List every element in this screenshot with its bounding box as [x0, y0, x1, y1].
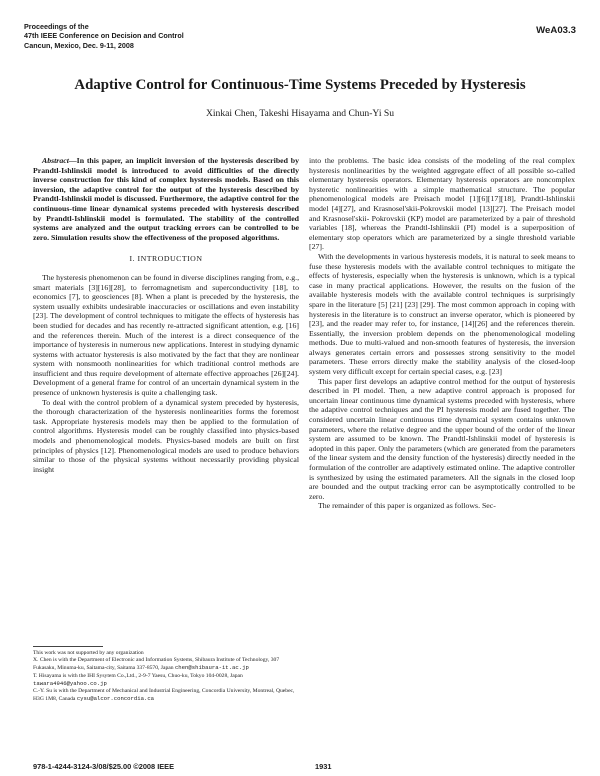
left-column [33, 156, 299, 474]
section-heading: I. INTRODUCTION [129, 254, 203, 264]
footnote-chen [33, 657, 299, 672]
conference-location: Cancun, Mexico, Dec. 9-11, 2008 [24, 40, 134, 50]
session-code: WeA03.3 [536, 25, 576, 36]
proceedings-header [24, 22, 184, 50]
paragraph: The remainder of this paper is organized as follows. Sec- [318, 501, 496, 511]
proceedings-line: Proceedings of the [24, 22, 89, 31]
footnotes [33, 646, 299, 703]
footnote-support: This work was not supported by any organization [33, 650, 144, 656]
paper-title: Adaptive Control for Continuous-Time Systems Preceded by Hysteresis [74, 77, 526, 93]
footnote-su [33, 688, 299, 703]
paragraph: This paper first develops an adaptive control method for the output of hysteresis described in PI model. Then, a new adaptive control approach is proposed for uncertain linear continuous time dynamical systems preceded with hysteresis, where the adaptive control techniques and the PI hysteresis model are fused together. The considered uncertain linear continuous time dynamical system contains unknown parameters, where the relative degree and the upper bound of the order of the linear system are assumed to be known. The Prandtl-Ishlinskii model of hysteresis is adopted in this paper. Only the parameters (which are generated from the parameters of the linear system and the density function of the hysteresis) directly needed in the formulation of the controller are adaptively estimated online. The adaptive controller is synthesized by using the estimated parameters. All the signals in the closed loop are bounded and the output tracking error can be asymptotically controlled to be zero. [309, 376, 575, 501]
paragraph: With the developments in various hysteresis models, it is natural to seek means to fuse these hysteresis models with the available control techniques to mitigate the effects of hysteresis, especially when the hysteresis is unknown, which is a typical case in many practical applications. However, the results on the fusion of the available hysteresis models with the available control techniques is surprisingly spare in the literature [5] [21] [23] [29]. The most common approach in coping with hysteresis in the literature is to construct an inverse operator, which is pioneered by [23], and the reader may refer to, for instance, [14][26] and the references therein. Essentially, the inversion problem depends on the phenomenological modeling methods. Due to multi-valued and non-smooth features of hysteresis, the inversion always generates certain errors and possesses strong sensitivity to the model parameters. These errors directly make the stability analysis of the closed-loop system very difficult except for certain special cases, e.g. [23] [309, 251, 575, 377]
author-list: Xinkai Chen, Takeshi Hisayama and Chun-Yi Su [205, 108, 395, 119]
abstract-label: Abstract— [42, 156, 77, 165]
footnote-rule [33, 646, 103, 647]
abstract [33, 156, 299, 242]
footnote-su-text: C.-Y. Su is with the Department of Mechanical and Industrial Engineering, Concordia University, Montreal, Quebec, H3G 1M8, Canada [33, 688, 295, 703]
footnote-chen-email: chen@shibaura-it.ac.jp [174, 664, 249, 672]
paragraph: To deal with the control problem of a dynamical system preceded by hysteresis, the thorough characterization of the hysteresis nonlinearities forms the foremost task. Appropriate hysteresis models may then be applied to the formulation of control algorithms. Hysteresis model can be roughly classified into physics-based models and phenomenological models. Physics-based models are built on first principles of physics [12]. Phenomenological models are used to produce behaviors similar to those of the physical systems without necessarily providing physical insight [33, 397, 299, 474]
abstract-text: In this paper, an implicit inversion of the hysteresis described by Prandtl-Ishlinskii model is introduced to avoid difficulties of the directly inverse construction for this kind of complex hysteresis models. Based on this inversion, the adaptive control for the output of the hysteresis described by Prandtl-Ishlinskii model is discussed. Furthermore, the adaptive control for the continuous-time linear dynamical systems preceded with hysteresis described by Prandtl-Ishlinskii model is formulated. The stability of the controlled systems are analyzed and the output tracking errors can be controlled to be zero. Simulation results show the effectiveness of the proposed algorithms. [33, 156, 299, 242]
page-number: 1931 [315, 762, 332, 771]
footnote-hisayama-email: tawara4946@yahoo.co.jp [33, 679, 107, 687]
conference-name: 47th IEEE Conference on Decision and Control [24, 31, 184, 41]
footnote-hisayama-text: T. Hisayama is with the IHI Sysytem Co.,Ltd., 2-9-7 Yaesu, Chuo-ku, Tokyo 104-0028, Japan [33, 672, 243, 679]
paragraph: The hysteresis phenomenon can be found in diverse disciplines ranging from, e.g., smart materials [3][16][28], to ferromagnetism and superconductivity [18], to economics [7], to geosciences [8]. When a plant is preceded by the hysteresis, the system usually exhibits undesirable inaccuracies or oscillations and even instability [23]. The development of control techniques to mitigate the effects of hysteresis has been studied for decades and has recently re-attracted significant attention, e.g. [16] and the references therein. Much of the interest is a direct consequence of the importance of hysteresis in numerous new applications. Interest in studying dynamic systems with actuator hysteresis is also motivated by the fact that they are nonlinear system with nonsmooth nonlinearities for which traditional control methods are insufficient and thus require development of alternate effective approaches [26][24]. Development of a general frame for control of an uncertain dynamical system in the presence of unknown hysteresis is quite a challenging task. [33, 272, 300, 398]
right-column [309, 156, 575, 511]
footnote-hisayama [33, 673, 299, 688]
footnote-chen-text: X. Chen is with the Department of Electronic and Information Systems, Shibaura Institute of Technology, 307 Fukasaku, Minuma-ku, Saitama-city, Saitama 337-8570, Japan [33, 657, 280, 672]
isbn-copyright: 978-1-4244-3124-3/08/$25.00 ©2008 IEEE [33, 762, 175, 771]
footnote-su-email: cysu@alcor.concordia.ca [76, 695, 155, 703]
paragraph: into the problems. The basic idea consists of the modeling of the real complex hysteresis nonlinearities by the weighted aggregate effect of all possible so-called elementary hysteresis operators. Elementary hysteresis operators are noncomplex hysteretic nonlinearities with a simple mathematical structure. The popular phenomenological models are Preisach model [1][6][17][18], Prandtl-Ishlinskii model [4][27], and Krasnosel'skii-Pokrovskii model [13][27]. The Preisach model and Krasnosel'skii- Pokrovskii (KP) model are parameterized by a pair of threshold variables [18], whereas the Prandtl-Ishlinskii (PI) model is a superposition of elementary stop operators which are parameterized by a single threshold variable [27]. [309, 156, 575, 252]
